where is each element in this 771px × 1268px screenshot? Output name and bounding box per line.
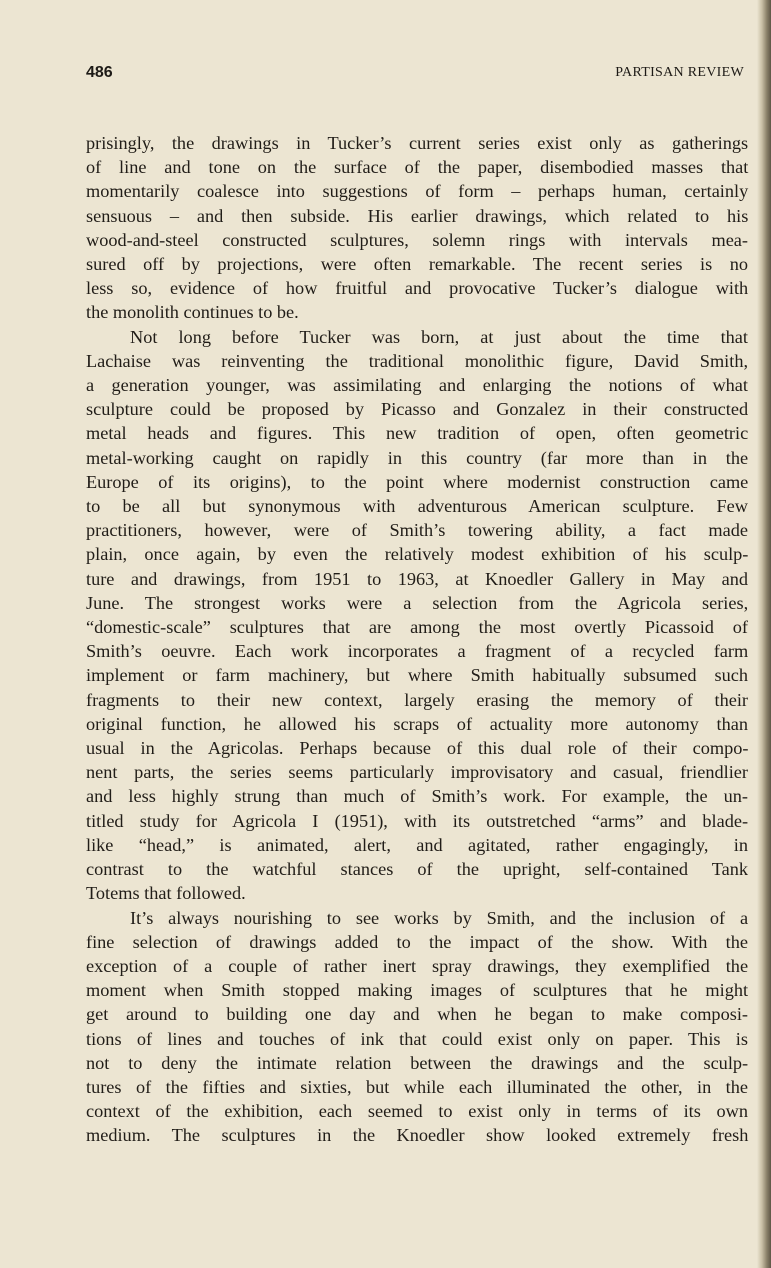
text-line: contrast to the watchful stances of the upright, self-contained Tank <box>86 859 748 880</box>
text-line: wood-and-steel constructed sculptures, solemn rings with intervals mea- <box>86 229 749 250</box>
text-line: a generation younger, was assimilating and enlarging the notions of what <box>86 375 748 396</box>
text-line: metal-working caught on rapidly in this country (far more than in the <box>86 447 749 468</box>
text-line: “domestic-scale” sculptures that are among the most overtly Picassoid of <box>86 617 748 638</box>
page-header <box>86 64 746 88</box>
text-line: June. The strongest works were a selection from the Agricola series, <box>86 592 749 613</box>
text-line: tions of lines and touches of ink that could exist only on paper. This is <box>86 1028 748 1049</box>
text-line: exception of a couple of rather inert spray drawings, they exemplified the <box>86 955 749 976</box>
text-line: sensuous – and then subside. His earlier drawings, which related to his <box>86 205 749 226</box>
text-line: original function, he allowed his scraps of actuality more autonomy than <box>86 713 748 734</box>
text-line: implement or farm machinery, but where Smith habitually subsumed such <box>86 665 749 686</box>
text-line: sured off by projections, were often remarkable. The recent series is no <box>86 254 748 275</box>
page-number: 486 <box>86 64 113 81</box>
text-line: not to deny the intimate relation between the drawings and the sculp- <box>86 1052 749 1073</box>
paragraph <box>86 131 748 325</box>
text-line: nent parts, the series seems particularly improvisatory and casual, friendlier <box>86 762 748 783</box>
text-line: Smith’s oeuvre. Each work incorporates a fragment of a recycled farm <box>86 641 749 662</box>
text-line: Not long before Tucker was born, at just about the time that <box>130 326 748 347</box>
article-body <box>86 131 748 1148</box>
text-line: less so, evidence of how fruitful and provocative Tucker’s dialogue with <box>86 278 749 299</box>
text-line: It’s always nourishing to see works by Smith, and the inclusion of a <box>130 907 749 928</box>
text-line: metal heads and figures. This new tradition of open, often geometric <box>86 423 749 444</box>
text-line: fragments to their new context, largely erasing the memory of their <box>86 689 748 710</box>
running-head: PARTISAN REVIEW <box>615 65 744 80</box>
text-line: Europe of its origins), to the point where modernist construction came <box>86 471 749 492</box>
text-line: of line and tone on the surface of the paper, disembodied masses that <box>86 157 749 178</box>
text-line: context of the exhibition, each seemed to exist only in terms of its own <box>86 1101 748 1122</box>
text-line: get around to building one day and when he began to make composi- <box>86 1004 748 1025</box>
paragraph <box>86 906 748 1148</box>
text-line: like “head,” is animated, alert, and agitated, rather engagingly, in <box>86 834 748 855</box>
text-line: medium. The sculptures in the Knoedler show looked extremely fresh <box>86 1125 749 1146</box>
text-line: prisingly, the drawings in Tucker’s current series exist only as gatherings <box>86 133 749 153</box>
text-line: to be all but synonymous with adventurous American sculpture. Few <box>86 496 748 517</box>
paragraph <box>86 325 748 906</box>
text-line: moment when Smith stopped making images of sculptures that he might <box>86 980 749 1001</box>
text-line: ture and drawings, from 1951 to 1963, at Knoedler Gallery in May and <box>86 568 748 589</box>
text-line: usual in the Agricolas. Perhaps because of this dual role of their compo- <box>86 738 749 759</box>
text-line: Lachaise was reinventing the traditional monolithic figure, David Smith, <box>86 350 749 371</box>
text-line: Totems that followed. <box>86 883 246 904</box>
page-edge-shadow <box>757 0 771 1268</box>
text-line: fine selection of drawings added to the impact of the show. With the <box>86 931 748 952</box>
text-line: the monolith continues to be. <box>86 302 299 323</box>
text-line: sculpture could be proposed by Picasso and Gonzalez in their constructed <box>86 399 749 420</box>
text-line: and less highly strung than much of Smith’s work. For example, the un- <box>86 786 749 807</box>
text-line: plain, once again, by even the relatively modest exhibition of his sculp- <box>86 544 749 565</box>
text-line: practitioners, however, were of Smith’s towering ability, a fact made <box>86 520 748 541</box>
text-line: momentarily coalesce into suggestions of form – perhaps human, certainly <box>86 181 749 202</box>
text-line: tures of the fifties and sixties, but while each illuminated the other, in the <box>86 1076 748 1097</box>
text-line: titled study for Agricola I (1951), with its outstretched “arms” and blade- <box>86 810 749 831</box>
